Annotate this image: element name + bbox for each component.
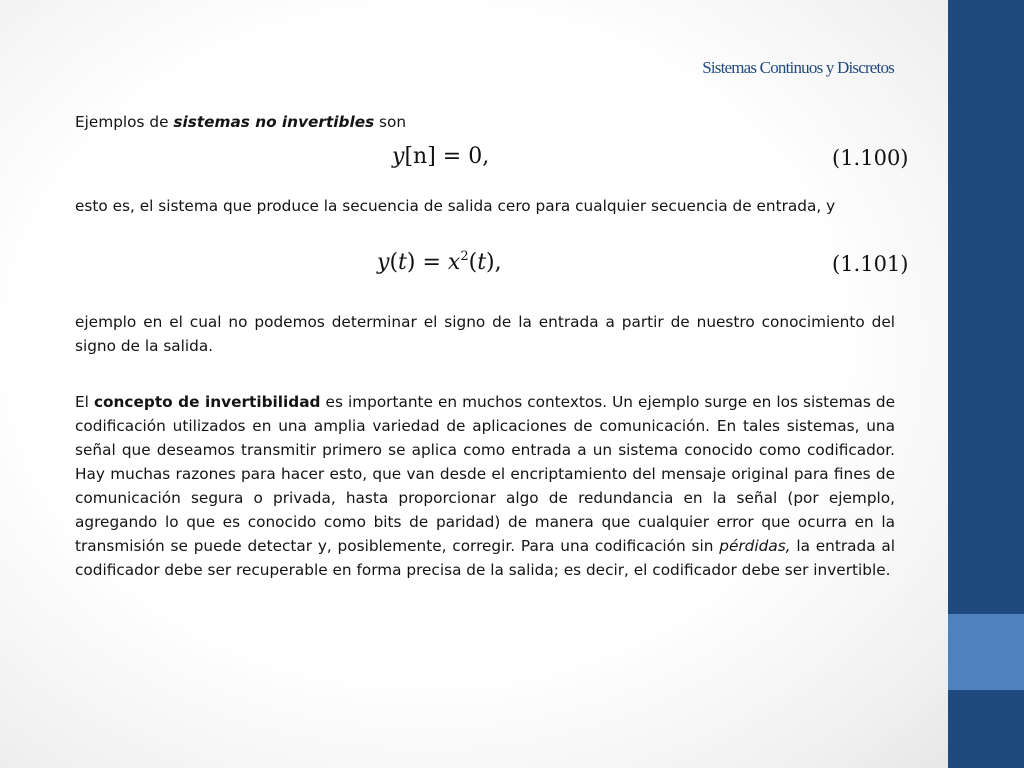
eq2-rhs-func: x — [447, 250, 461, 275]
sidebar-accent-block — [948, 614, 1024, 690]
equation-2 — [377, 250, 502, 275]
eq2-rhs-paren-close: ), — [486, 250, 502, 275]
intro-text-after: son — [374, 113, 407, 131]
eq1-lhs-arg: [n] — [404, 144, 436, 169]
eq2-rhs-exponent: 2 — [460, 249, 469, 264]
eq2-lhs-func: y — [377, 250, 390, 275]
eq1-rhs: = 0, — [435, 144, 490, 169]
eq2-rhs-var: t — [477, 250, 487, 275]
main-paragraph — [75, 390, 895, 582]
eq2-lhs-paren-open: ( — [389, 250, 399, 275]
eq1-lhs-func: y — [392, 144, 405, 169]
main-start: El — [75, 393, 94, 411]
eq2-lhs-var: t — [398, 250, 407, 275]
intro-text-before: Ejemplos de — [75, 113, 174, 131]
eq2-lhs-paren-close: ) — [406, 250, 416, 275]
main-bold-concept: concepto de invertibilidad — [93, 393, 321, 411]
main-italic-word: pérdidas, — [719, 537, 791, 555]
equation-1-number: (1.100) — [832, 146, 909, 170]
equation-1 — [392, 144, 489, 169]
slide-title: Sistemas Continuos y Discretos — [702, 58, 894, 77]
eq2-equals: = — [415, 250, 448, 275]
intro-emphasis: sistemas no invertibles — [173, 113, 375, 131]
main-end: la entrada al codificador debe ser recuperable en forma precisa de la salida; es decir, el codificador debe ser invertible. — [75, 537, 896, 579]
intro-paragraph — [75, 110, 895, 134]
main-middle: es importante en muchos contextos. Un ejemplo surge en los sistemas de codificación utilizados en una amplia variedad de aplicaciones de comunicación. En tales sistemas, una señal que deseamos transmitir primero se aplica como entrada a un sistema conocido como codificador. Hay muchas razones para hacer esto, que van desde el encriptamiento del mensaje original para fines de comunicación segura o privada, hasta proporcionar algo de redundancia en la señal (por ejemplo, agregando lo que es conocido como bits de paridad) de manera que cualquier error que ocurra en la transmisión se puede detectar y, posiblemente, corregir. Para una codificación sin — [75, 393, 896, 555]
eq2-rhs-paren-open: ( — [468, 250, 478, 275]
equation-2-number: (1.101) — [832, 252, 909, 276]
paragraph-after-eq1: esto es, el sistema que produce la secuencia de salida cero para cualquier secuencia de entrada, y — [75, 197, 836, 215]
paragraph-after-eq2: ejemplo en el cual no podemos determinar el signo de la entrada a partir de nuestro conocimiento del signo de la salida. — [75, 313, 895, 355]
